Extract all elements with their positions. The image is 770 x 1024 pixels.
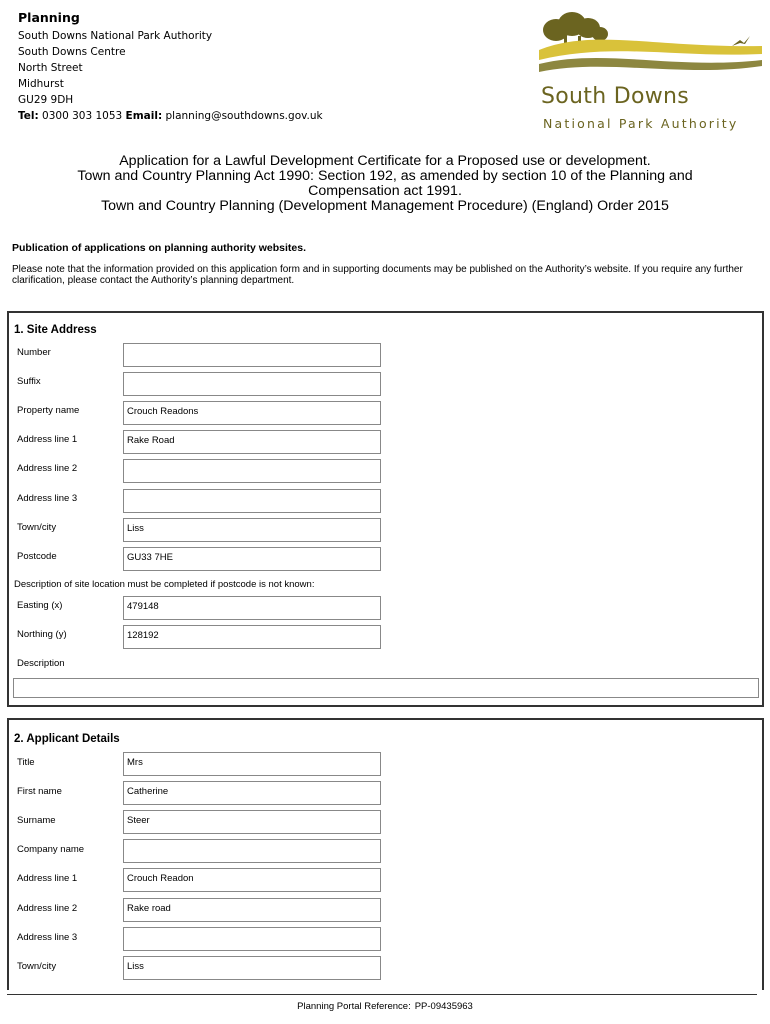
northing-field[interactable]: 128192 xyxy=(123,625,381,649)
tel-number: 0300 303 1053 xyxy=(42,110,123,122)
number-field[interactable] xyxy=(123,343,381,367)
org-address-line: Midhurst xyxy=(18,78,64,90)
section-title: 2. Applicant Details xyxy=(14,733,120,745)
logo-text-sub: National Park Authority xyxy=(543,116,739,131)
field-label: Company name xyxy=(17,844,85,855)
field-label: Address line 1 xyxy=(17,434,78,445)
email-address: planning@southdowns.gov.uk xyxy=(165,110,323,122)
org-heading: Planning xyxy=(18,10,80,25)
south-downs-logo xyxy=(534,8,764,131)
applicant-address-line-1-field[interactable]: Crouch Readon xyxy=(123,868,381,892)
section-title: 1. Site Address xyxy=(14,324,97,336)
postcode-field[interactable]: GU33 7HE xyxy=(123,547,381,571)
address-line-3-field[interactable] xyxy=(123,489,381,513)
description-field[interactable] xyxy=(13,678,759,698)
footer xyxy=(0,1001,770,1012)
field-label: Number xyxy=(17,347,51,358)
company-name-field[interactable] xyxy=(123,839,381,863)
logo-text-main: South Downs xyxy=(541,84,690,109)
field-label: Town/city xyxy=(17,522,57,533)
address-line-1-field[interactable]: Rake Road xyxy=(123,430,381,454)
footer-divider xyxy=(7,994,757,995)
org-address-line: South Downs Centre xyxy=(18,46,126,58)
applicant-details-section xyxy=(7,718,764,990)
reference-number: PP-09435963 xyxy=(414,1001,473,1012)
field-label: Address line 1 xyxy=(17,873,78,884)
field-label: Surname xyxy=(17,815,56,826)
field-label: Property name xyxy=(17,405,80,416)
logo-graphic-icon xyxy=(534,8,764,88)
field-label: Suffix xyxy=(17,376,41,387)
title-line: Town and Country Planning (Development Management Procedure) (England) Order 2015 xyxy=(101,198,669,214)
title-line: Application for a Lawful Development Certificate for a Proposed use or development. xyxy=(119,153,651,169)
easting-field[interactable]: 479148 xyxy=(123,596,381,620)
field-label: Address line 3 xyxy=(17,932,78,943)
property-name-field[interactable]: Crouch Readons xyxy=(123,401,381,425)
field-label: First name xyxy=(17,786,62,797)
field-label: Description xyxy=(17,658,65,669)
reference-label: Planning Portal Reference: xyxy=(297,1001,411,1012)
town-city-field[interactable]: Liss xyxy=(123,518,381,542)
title-line: Compensation act 1991. xyxy=(308,183,462,199)
org-address-line: South Downs National Park Authority xyxy=(18,30,213,42)
org-address-line: North Street xyxy=(18,62,83,74)
publication-heading: Publication of applications on planning authority websites. xyxy=(12,242,307,254)
tel-label: Tel: xyxy=(18,110,39,122)
site-address-section xyxy=(7,311,764,707)
title-line: Town and Country Planning Act 1990: Section 192, as amended by section 10 of the Planning and xyxy=(77,168,693,184)
form-title xyxy=(20,154,750,214)
suffix-field[interactable] xyxy=(123,372,381,396)
publication-text: Please note that the information provided on this application form and in supporting documents may be published on the Authority’s website. If you require any further clarification, please contact the Authority’s planning department. xyxy=(12,264,743,286)
address-line-2-field[interactable] xyxy=(123,459,381,483)
title-field[interactable]: Mrs xyxy=(123,752,381,776)
applicant-address-line-3-field[interactable] xyxy=(123,927,381,951)
field-label: Address line 2 xyxy=(17,903,78,914)
organisation-address xyxy=(18,10,323,124)
field-label: Northing (y) xyxy=(17,629,67,640)
field-label: Address line 3 xyxy=(17,493,78,504)
email-label: Email: xyxy=(125,110,163,122)
org-contact-line xyxy=(18,108,323,124)
field-label: Address line 2 xyxy=(17,463,78,474)
field-label: Easting (x) xyxy=(17,600,63,611)
surname-field[interactable]: Steer xyxy=(123,810,381,834)
field-label: Town/city xyxy=(17,961,57,972)
field-label: Title xyxy=(17,757,35,768)
first-name-field[interactable]: Catherine xyxy=(123,781,381,805)
applicant-town-city-field[interactable]: Liss xyxy=(123,956,381,980)
applicant-address-line-2-field[interactable]: Rake road xyxy=(123,898,381,922)
field-label: Postcode xyxy=(17,551,57,562)
location-note: Description of site location must be completed if postcode is not known: xyxy=(14,579,315,590)
org-address-line: GU29 9DH xyxy=(18,94,74,106)
